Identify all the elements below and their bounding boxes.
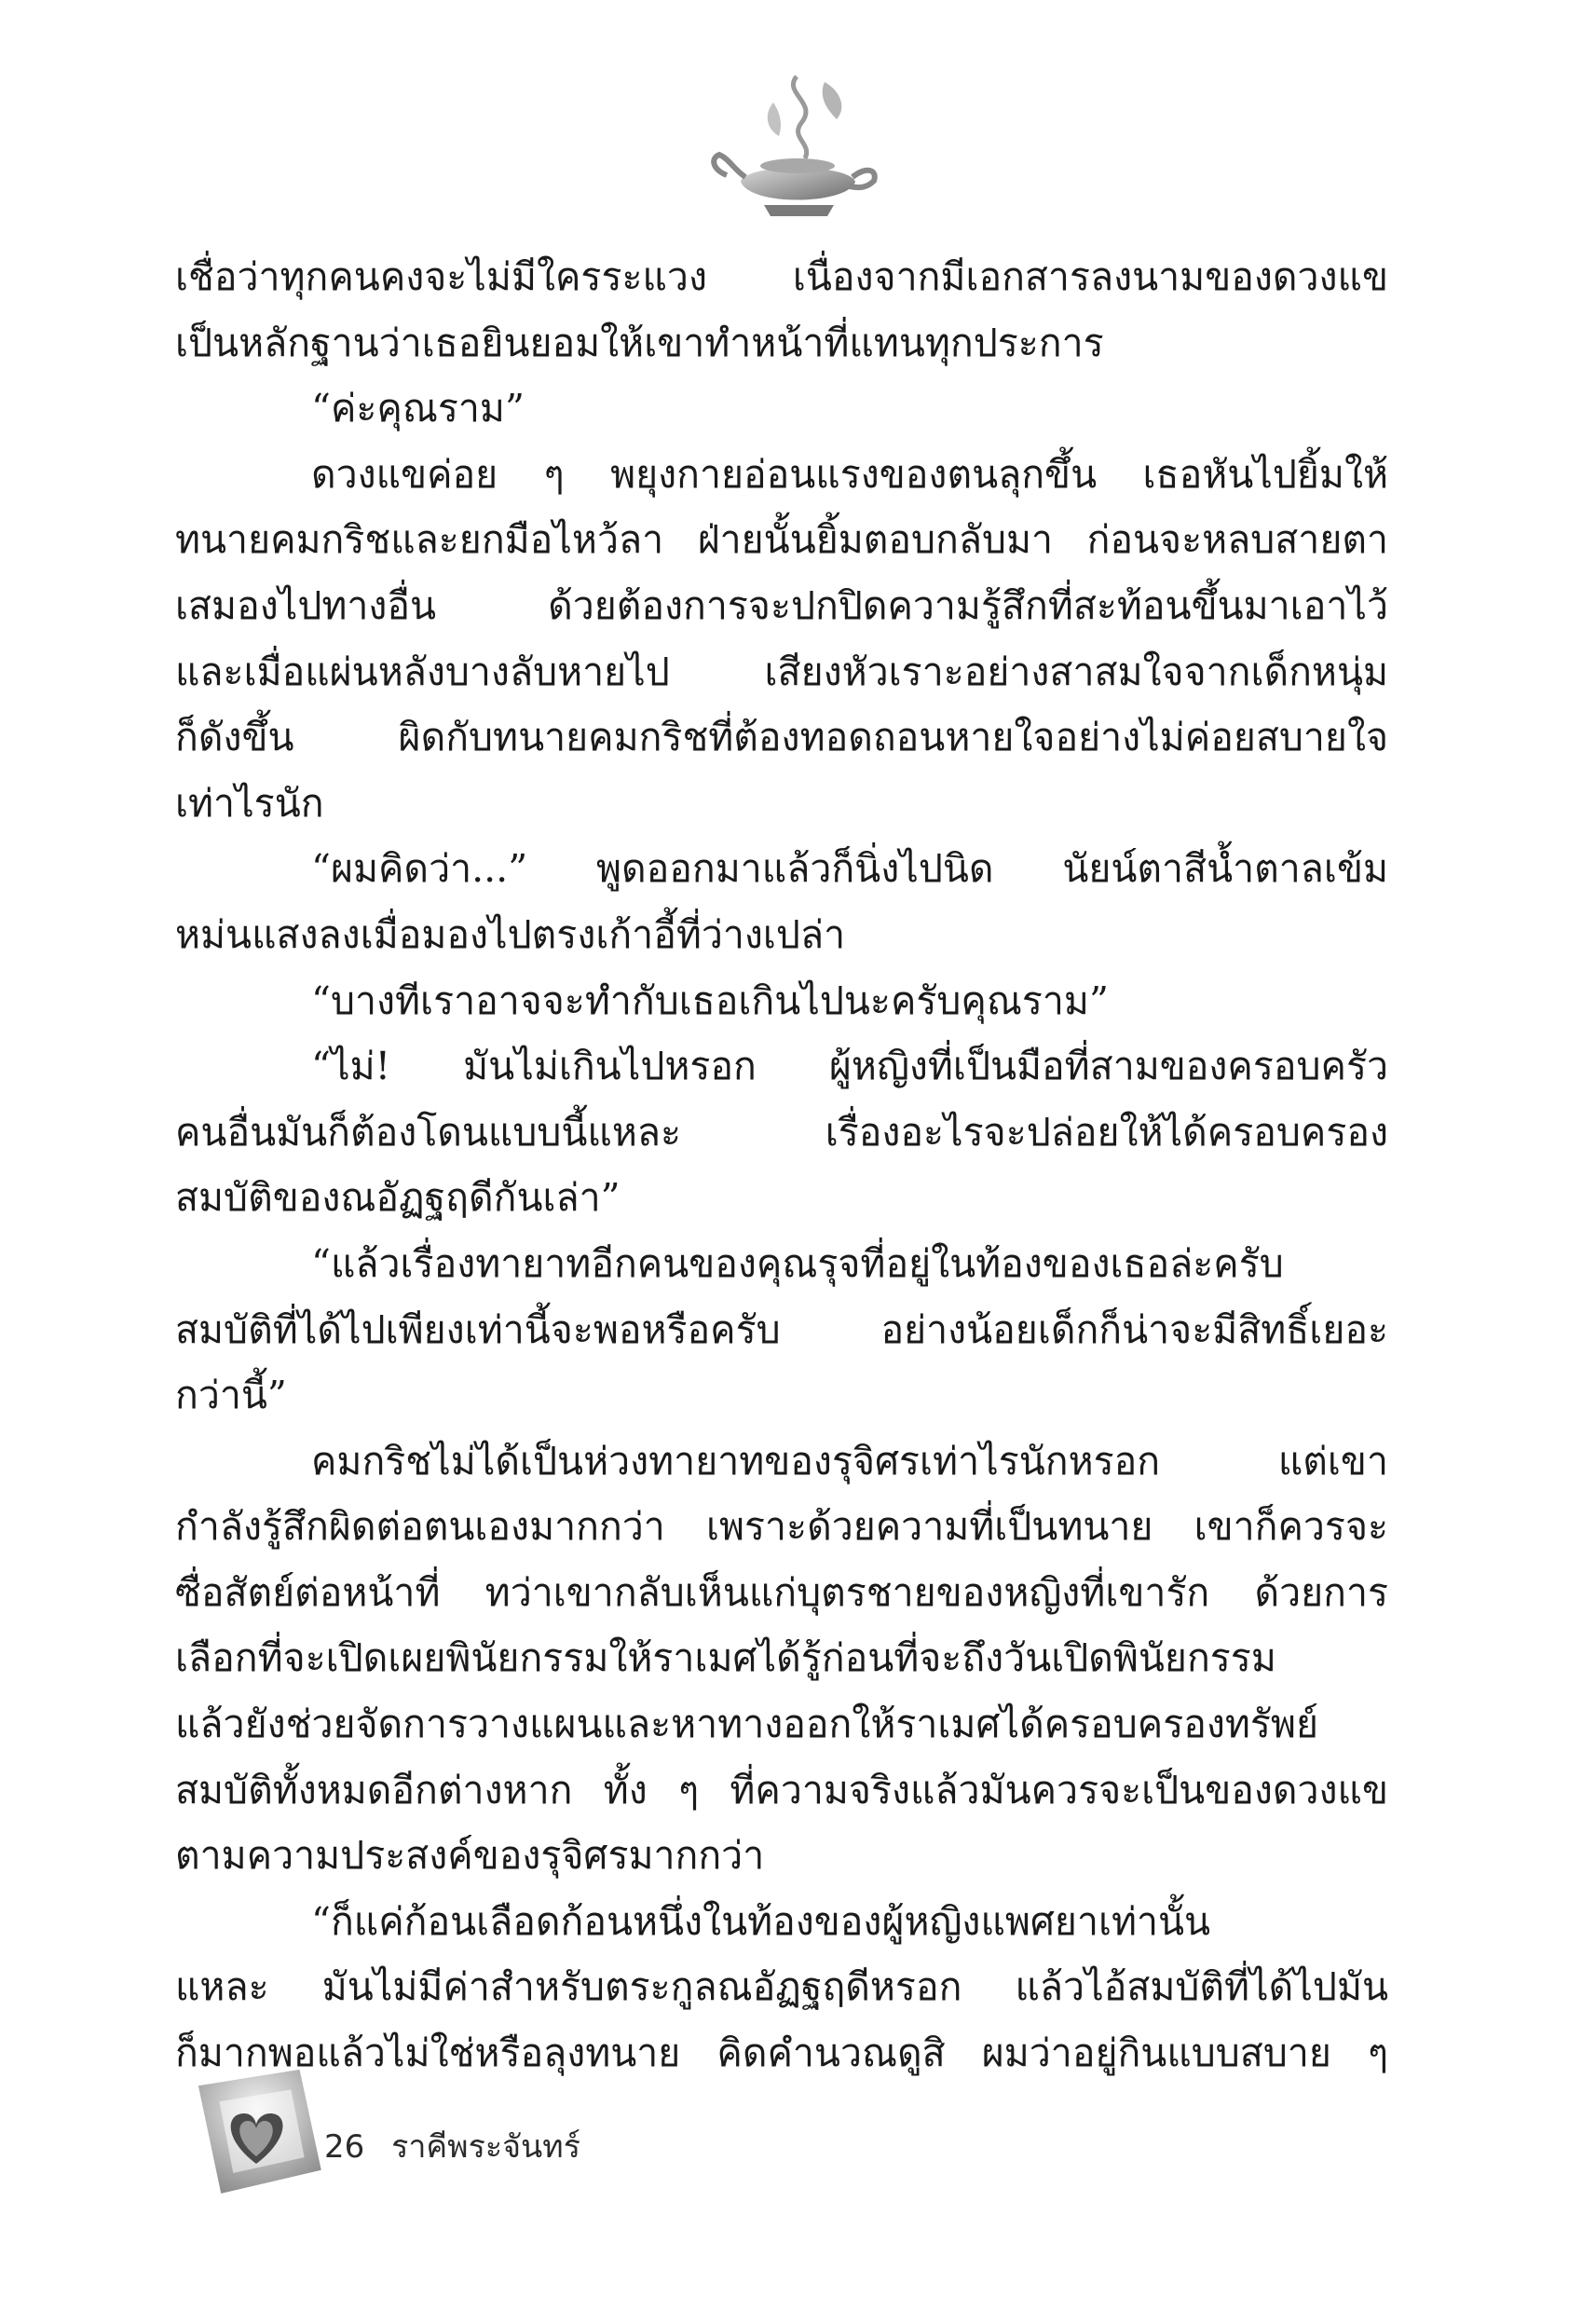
- text-line: เท่าไรนัก: [175, 780, 324, 826]
- text-line: เชื่อว่าทุกคนคงจะไม่มีใครระแวง เนื่องจากมีเอกสารลงนามของดวงแข: [175, 254, 1388, 299]
- text-line: ดวงแขค่อย ๆ พยุงกายอ่อนแรงของตนลุกขึ้น เธอหันไปยิ้มให้: [311, 451, 1388, 497]
- text-line: “ค่ะคุณราม”: [311, 386, 525, 431]
- book-title: ราคีพระจันทร์: [391, 2128, 580, 2166]
- text-line: “ไม่! มันไม่เกินไปหรอก ผู้หญิงที่เป็นมือที่สามของครอบครัว: [311, 1044, 1388, 1089]
- teapot-ornament-icon: [708, 65, 885, 233]
- text-line: คมกริชไม่ได้เป็นห่วงทายาทของรุจิศรเท่าไรนักหรอก แต่เขา: [311, 1438, 1388, 1484]
- text-line: สมบัติทั้งหมดอีกต่างหาก ทั้ง ๆ ที่ความจริงแล้วมันควรจะเป็นของดวงแข: [175, 1767, 1388, 1812]
- text-line: กว่านี้”: [175, 1373, 287, 1418]
- body-text: [175, 244, 1388, 2086]
- text-line: “แล้วเรื่องทายาทอีกคนของคุณรุจที่อยู่ในท้องของเธอล่ะครับ: [311, 1240, 1284, 1286]
- text-line: “บางทีเราอาจจะทำกับเธอเกินไปนะครับคุณราม”: [311, 978, 1109, 1023]
- text-line: สมบัติที่ได้ไปเพียงเท่านี้จะพอหรือครับ อย่างน้อยเด็กก็น่าจะมีสิทธิ์เยอะ: [175, 1306, 1388, 1352]
- text-line: ก็ดังขึ้น ผิดกับทนายคมกริชที่ต้องทอดถอนหายใจอย่างไม่ค่อยสบายใจ: [175, 715, 1388, 760]
- text-line: เสมองไปทางอื่น ด้วยต้องการจะปกปิดความรู้สึกที่สะท้อนขึ้นมาเอาไว้: [175, 582, 1388, 628]
- heart-envelope-ornament-icon: [186, 2059, 326, 2199]
- text-line: คนอื่นมันก็ต้องโดนแบบนี้แหละ เรื่องอะไรจะปล่อยให้ได้ครอบครอง: [175, 1109, 1388, 1155]
- page-number: 26: [324, 2128, 365, 2166]
- text-line: “ก็แค่ก้อนเลือดก้อนหนึ่งในท้องของผู้หญิงแพศยาเท่านั้น: [311, 1898, 1211, 1944]
- text-line: แหละ มันไม่มีค่าสำหรับตระกูลณอัฏฐฤดีหรอก แล้วไอ้สมบัติที่ได้ไปมัน: [175, 1964, 1388, 2010]
- text-line: ทนายคมกริชและยกมือไหว้ลา ฝ่ายนั้นยิ้มตอบกลับมา ก่อนจะหลบสายตา: [175, 517, 1388, 563]
- text-line: กำลังรู้สึกผิดต่อตนเองมากกว่า เพราะด้วยความที่เป็นทนาย เขาก็ควรจะ: [175, 1504, 1388, 1550]
- text-line: และเมื่อแผ่นหลังบางลับหายไป เสียงหัวเราะอย่างสาสมใจจากเด็กหนุ่ม: [175, 649, 1388, 694]
- text-line: ก็มากพอแล้วไม่ใช่หรือลุงทนาย คิดคำนวณดูสิ ผมว่าอยู่กินแบบสบาย ๆ: [175, 2031, 1388, 2076]
- text-line: ตามความประสงค์ของรุจิศรมากกว่า: [175, 1833, 765, 1879]
- text-line: ซื่อสัตย์ต่อหน้าที่ ทว่าเขากลับเห็นแก่บุตรชายของหญิงที่เขารัก ด้วยการ: [175, 1569, 1388, 1615]
- text-line: หม่นแสงลงเมื่อมองไปตรงเก้าอี้ที่ว่างเปล่า: [175, 911, 846, 957]
- text-line: แล้วยังช่วยจัดการวางแผนและหาทางออกให้ราเมศได้ครอบครองทรัพย์: [175, 1702, 1318, 1747]
- page-footer: [186, 2059, 745, 2208]
- text-line: สมบัติของณอัฏฐฤดีกันเล่า”: [175, 1175, 621, 1221]
- text-line: เป็นหลักฐานว่าเธอยินยอมให้เขาทำหน้าที่แทนทุกประการ: [175, 320, 1104, 365]
- text-line: เลือกที่จะเปิดเผยพินัยกรรมให้ราเมศได้รู้ก่อนที่จะถึงวันเปิดพินัยกรรม: [175, 1635, 1276, 1681]
- text-line: “ผมคิดว่า...” พูดออกมาแล้วก็นิ่งไปนิด นัยน์ตาสีน้ำตาลเข้ม: [311, 846, 1388, 892]
